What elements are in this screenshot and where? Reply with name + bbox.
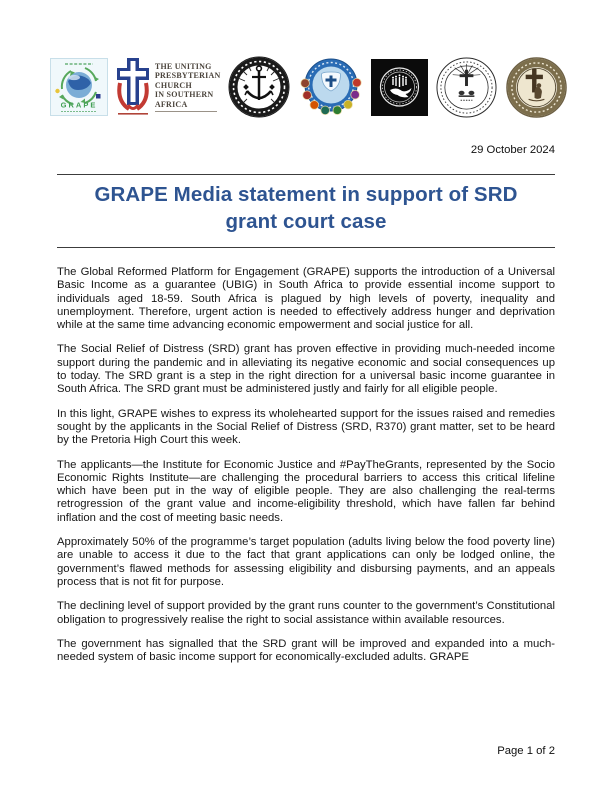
title-rule-bottom <box>57 247 555 248</box>
paragraph-5: Approximately 50% of the programme’s target population (adults living below the food poverty line) are unable to access it due to the fact that grant applications can only be lodged online, the government’s flawed methods for assessing eligibility and disbursing payments, and an appeals process that is not fit for purpose. <box>57 536 555 588</box>
upcsa-underline <box>155 111 217 112</box>
dove-menorah-seal-logo <box>371 59 428 116</box>
paragraph-6: The declining level of support provided by the grant runs counter to the government’s Constitutional obligation to progressively realise the right to social assistance within available resources. <box>57 600 555 626</box>
body-text <box>57 266 555 675</box>
upcsa-name-line: CHURCH <box>154 80 192 90</box>
title-rule-top <box>57 174 555 175</box>
cross-rays-seal-icon <box>435 56 498 119</box>
paragraph-7: The government has signalled that the SRD grant will be improved and expanded into a much-needed system of basic income support for economically-excluded adults. GRAPE <box>57 637 555 664</box>
grape-logo <box>50 58 108 116</box>
brown-cross-seal-logo <box>505 56 568 119</box>
uccsa-seal-icon <box>298 55 364 119</box>
upcsa-name <box>155 62 221 113</box>
upcsa-name-line: AFRICA <box>154 99 188 109</box>
brown-cross-seal-icon <box>505 56 568 119</box>
upcsa-cross-icon <box>115 58 151 116</box>
partner-logo-row <box>50 54 568 120</box>
paragraph-4: The applicants—the Institute for Economic Justice and #PayTheGrants, represented by the Socio Economic Rights Institute—are challenging the procedural barriers to access this critical lifeline which have been put in the way of eligible people. They are also challenging the real-terms retrogression of the grant value and income-eligibility threshold, which have fallen far behind inflation and the cost of meeting basic needs. <box>57 458 555 524</box>
page-title <box>57 181 555 235</box>
date-text: 29 October 2024 <box>470 144 555 156</box>
paragraph-1: The Global Reformed Platform for Engagement (GRAPE) supports the introduction of a Universal Basic Income as a guarantee (UBIG) in South Africa to provide essential income support to individuals aged 18-59. South Africa is plagued by high levels of poverty, inequality and unemployment. Therefore, urgent action is needed to effectively address hunger and deprivation while at the same time advancing economic empowerment and social justice for all. <box>57 266 555 332</box>
grape-label: GRAPE <box>60 100 98 110</box>
footer-page-number: Page 1 of 2 <box>497 745 555 757</box>
reformed-church-anchor-seal-logo <box>227 55 291 119</box>
anchor-seal-icon <box>227 55 291 119</box>
uniting-presbyterian-church-logo <box>115 58 221 116</box>
dove-menorah-seal-icon <box>371 59 428 116</box>
upcsa-name-line: PRESBYTERIAN <box>154 71 221 81</box>
paragraph-2: The Social Relief of Distress (SRD) grant has proven effective in providing much-needed income support during the pandemic and in alleviating its negative economic and social consequences up to today. The SRD grant is a step in the right direction for a universal basic income guarantee in South Africa. The SRD grant must be administered justly and fairly for all eligible people. <box>57 343 555 396</box>
page-title-line-2: grant court case <box>225 210 387 233</box>
upcsa-name-line: IN SOUTHERN <box>154 90 214 100</box>
grape-globe-icon <box>50 58 108 116</box>
page-title-line-1: GRAPE Media statement in support of SRD <box>94 183 518 206</box>
paragraph-3: In this light, GRAPE wishes to express its wholehearted support for the issues raised and remedies sought by the applicants in the Social Relief of Distress (SRD, R370) grant matter, set to be heard by the Pretoria High Court this week. <box>57 407 555 447</box>
united-congregational-church-logo <box>298 55 364 119</box>
protestant-church-cross-seal-logo <box>435 56 498 119</box>
upcsa-name-line: THE UNITING <box>154 61 212 71</box>
